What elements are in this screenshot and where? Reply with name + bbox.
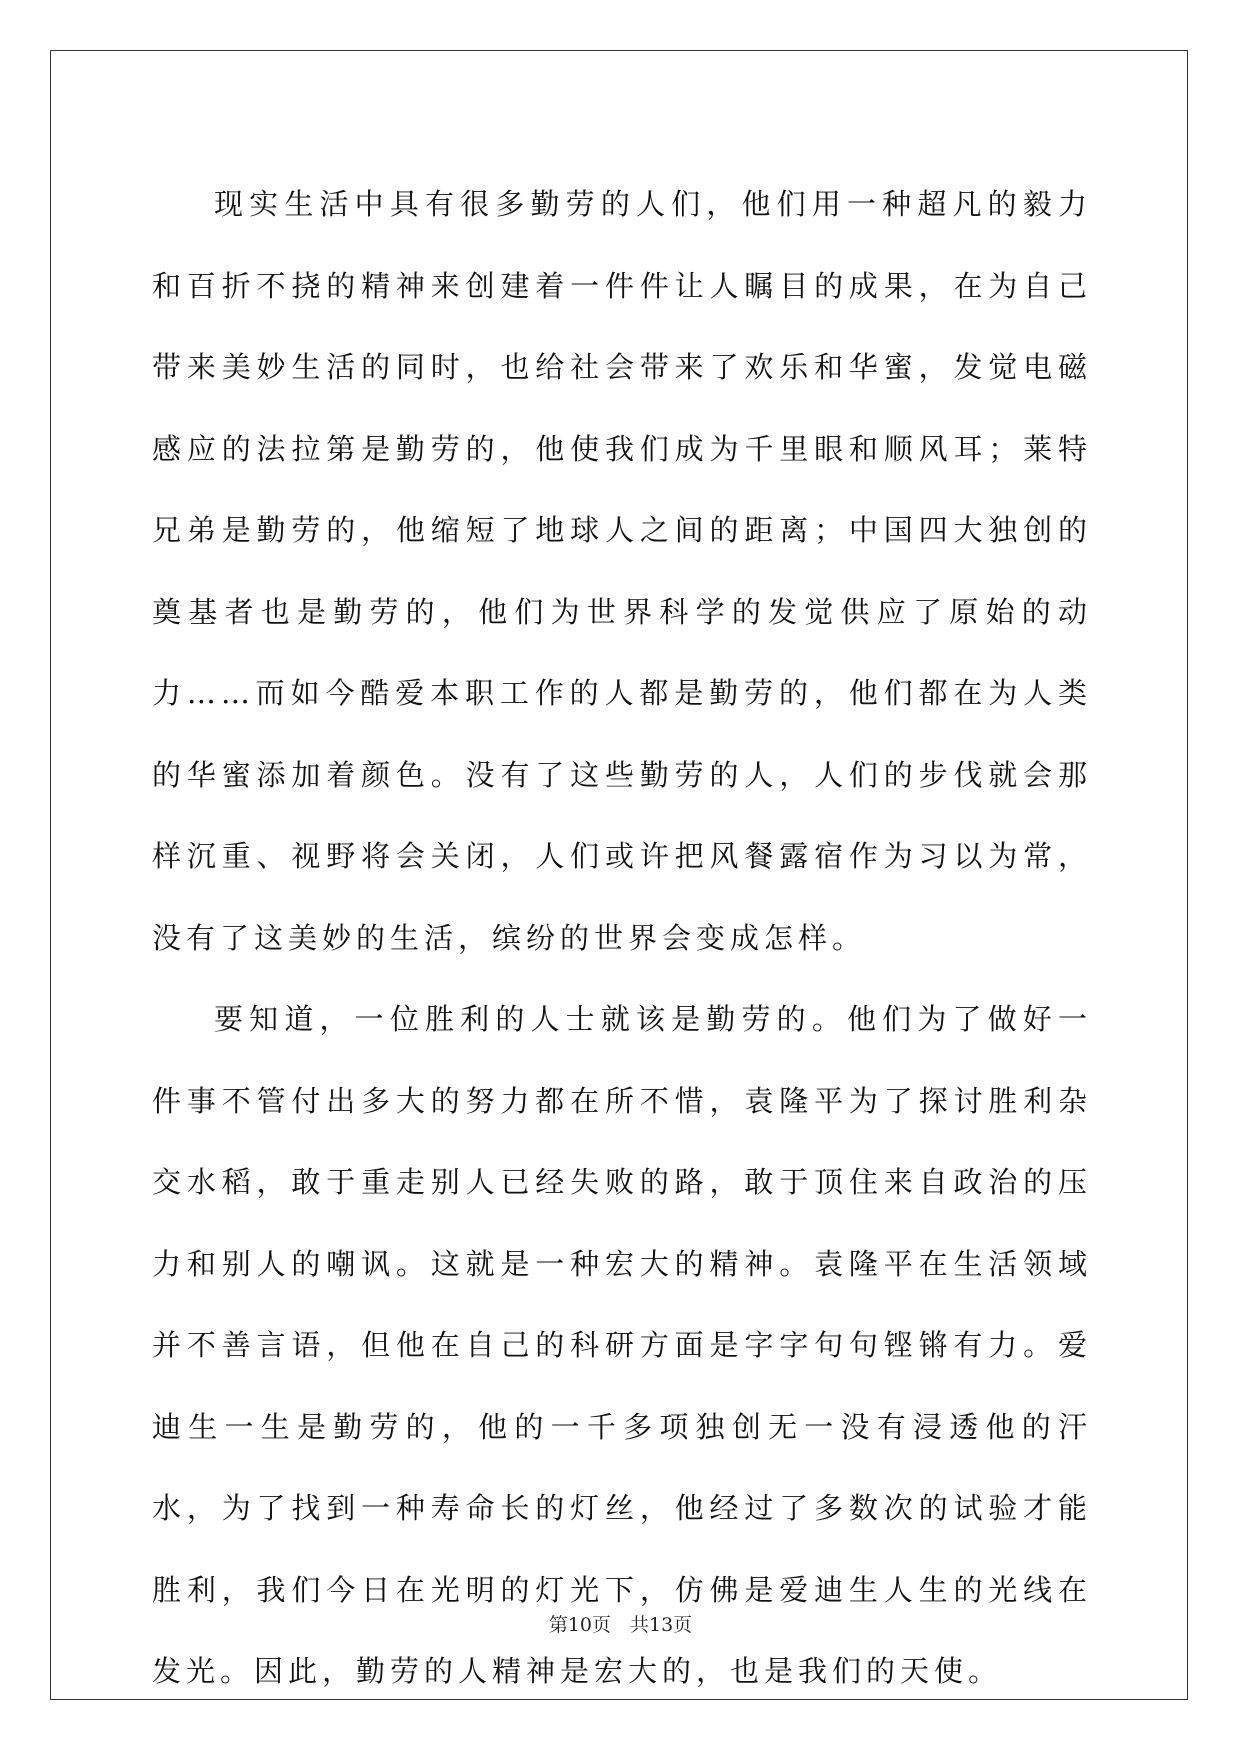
paragraph-1: 现实生活中具有很多勤劳的人们，他们用一种超凡的毅力和百折不挠的精神来创建着一件件让人瞩目的成果，在为自己带来美妙生活的同时，也给社会带来了欢乐和华蜜，发觉电磁感应的法拉第是勤劳的，他使我们成为千里眼和顺风耳；莱特兄弟是勤劳的，他缩短了地球人之间的距离；中国四大独创的奠基者也是勤劳的，他们为世界科学的发觉供应了原始的动力……而如今酷爱本职工作的人都是勤劳的，他们都在为人类的华蜜添加着颜色。没有了这些勤劳的人，人们的步伐就会那样沉重、视野将会关闭，人们或许把风餐露宿作为习以为常，没有了这美妙的生活，缤纷的世界会变成怎样。 — [152, 187, 1092, 955]
page-number: 第10页 共13页 — [548, 1614, 693, 1636]
paragraph-2: 要知道，一位胜利的人士就该是勤劳的。他们为了做好一件事不管付出多大的努力都在所不惜，袁隆平为了探讨胜利杂交水稻，敢于重走别人已经失败的路，敢于顶住来自政治的压力和别人的嘲讽。这就是一种宏大的精神。袁隆平在生活领域并不善言语，但他在自己的科研方面是字字句句铿锵有力。爱迪生一生是勤劳的，他的一千多项独创无一没有浸透他的汗水，为了找到一种寿命长的灯丝，他经过了多数次的试验才能胜利，我们今日在光明的灯光下，仿佛是爱迪生人生的光线在发光。因此，勤劳的人精神是宏大的，也是我们的天使。 — [152, 1002, 1092, 1688]
page-footer — [0, 1610, 1241, 1637]
document-body — [152, 164, 1092, 1713]
